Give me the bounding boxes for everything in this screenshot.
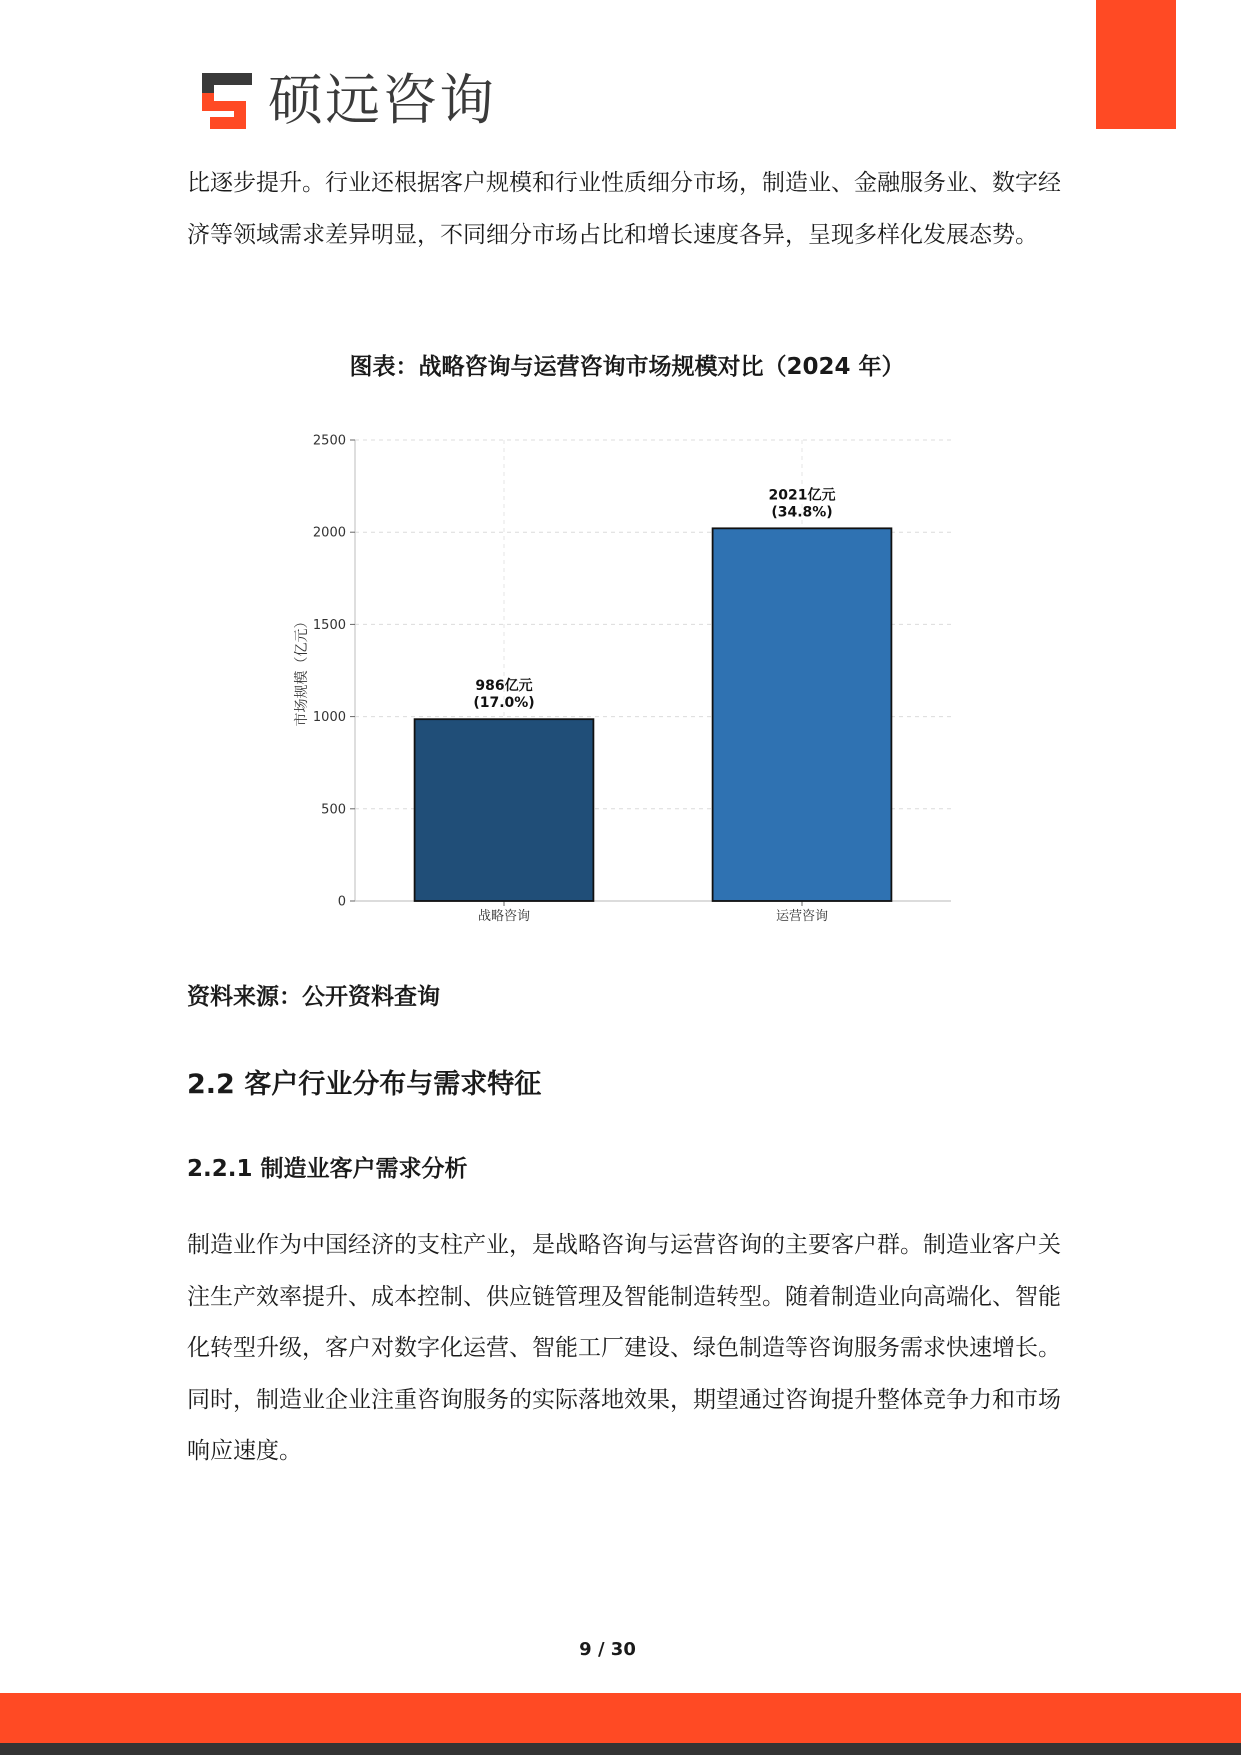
chart-bars [415, 528, 892, 901]
section-heading: 2.2 客户行业分布与需求特征 [187, 1069, 542, 1100]
bar-share-label: (17.0%) [473, 695, 535, 712]
subsection-heading: 2.2.1 制造业客户需求分析 [187, 1156, 468, 1182]
page-number: 9 / 30 [579, 1639, 636, 1660]
bar-value-label: 986亿元 [475, 678, 533, 695]
y-tick-label: 1000 [312, 710, 346, 726]
bar-share-label: (34.8%) [771, 504, 833, 521]
manufacturing-paragraph: 制造业作为中国经济的支柱产业，是战略咨询与运营咨询的主要客户群。制造业客户关注生产效率提升、成本控制、供应链管理及智能制造转型。随着制造业向高端化、智能化转型升级，客户对数字化运营、智能工厂建设、绿色制造等咨询服务需求快速增长。同时，制造业企业注重咨询服务的实际落地效果，期望通过咨询提升整体竞争力和市场响应速度。 [187, 1232, 1061, 1464]
y-tick-label: 2000 [312, 525, 346, 541]
footer-accent-bar [0, 1693, 1241, 1743]
source-note: 资料来源：公开资料查询 [187, 984, 440, 1010]
y-tick-label: 500 [321, 802, 346, 818]
figure-title: 图表：战略咨询与运营咨询市场规模对比（2024 年） [349, 354, 905, 380]
x-tick-label: 战略咨询 [477, 909, 531, 924]
footer-dark-strip [0, 1743, 1241, 1755]
bar-value-label: 2021亿元 [768, 487, 836, 504]
y-axis-title: 市场规模（亿元） [294, 614, 310, 727]
y-tick-label: 0 [337, 894, 346, 910]
logo-mark-icon [200, 71, 260, 129]
company-logo [200, 70, 496, 130]
bar [713, 528, 892, 901]
y-tick-label: 1500 [312, 617, 346, 633]
logo-text: 硕远咨询 [268, 68, 497, 132]
bar [415, 719, 594, 901]
corner-accent-tab [1096, 0, 1176, 129]
y-tick-label: 2500 [312, 433, 346, 449]
x-tick-label: 运营咨询 [775, 909, 829, 924]
intro-paragraph: 比逐步提升。行业还根据客户规模和行业性质细分市场，制造业、金融服务业、数字经济等领域需求差异明显，不同细分市场占比和增长速度各异，呈现多样化发展态势。 [187, 170, 1061, 248]
market-size-bar-chart [280, 420, 960, 930]
